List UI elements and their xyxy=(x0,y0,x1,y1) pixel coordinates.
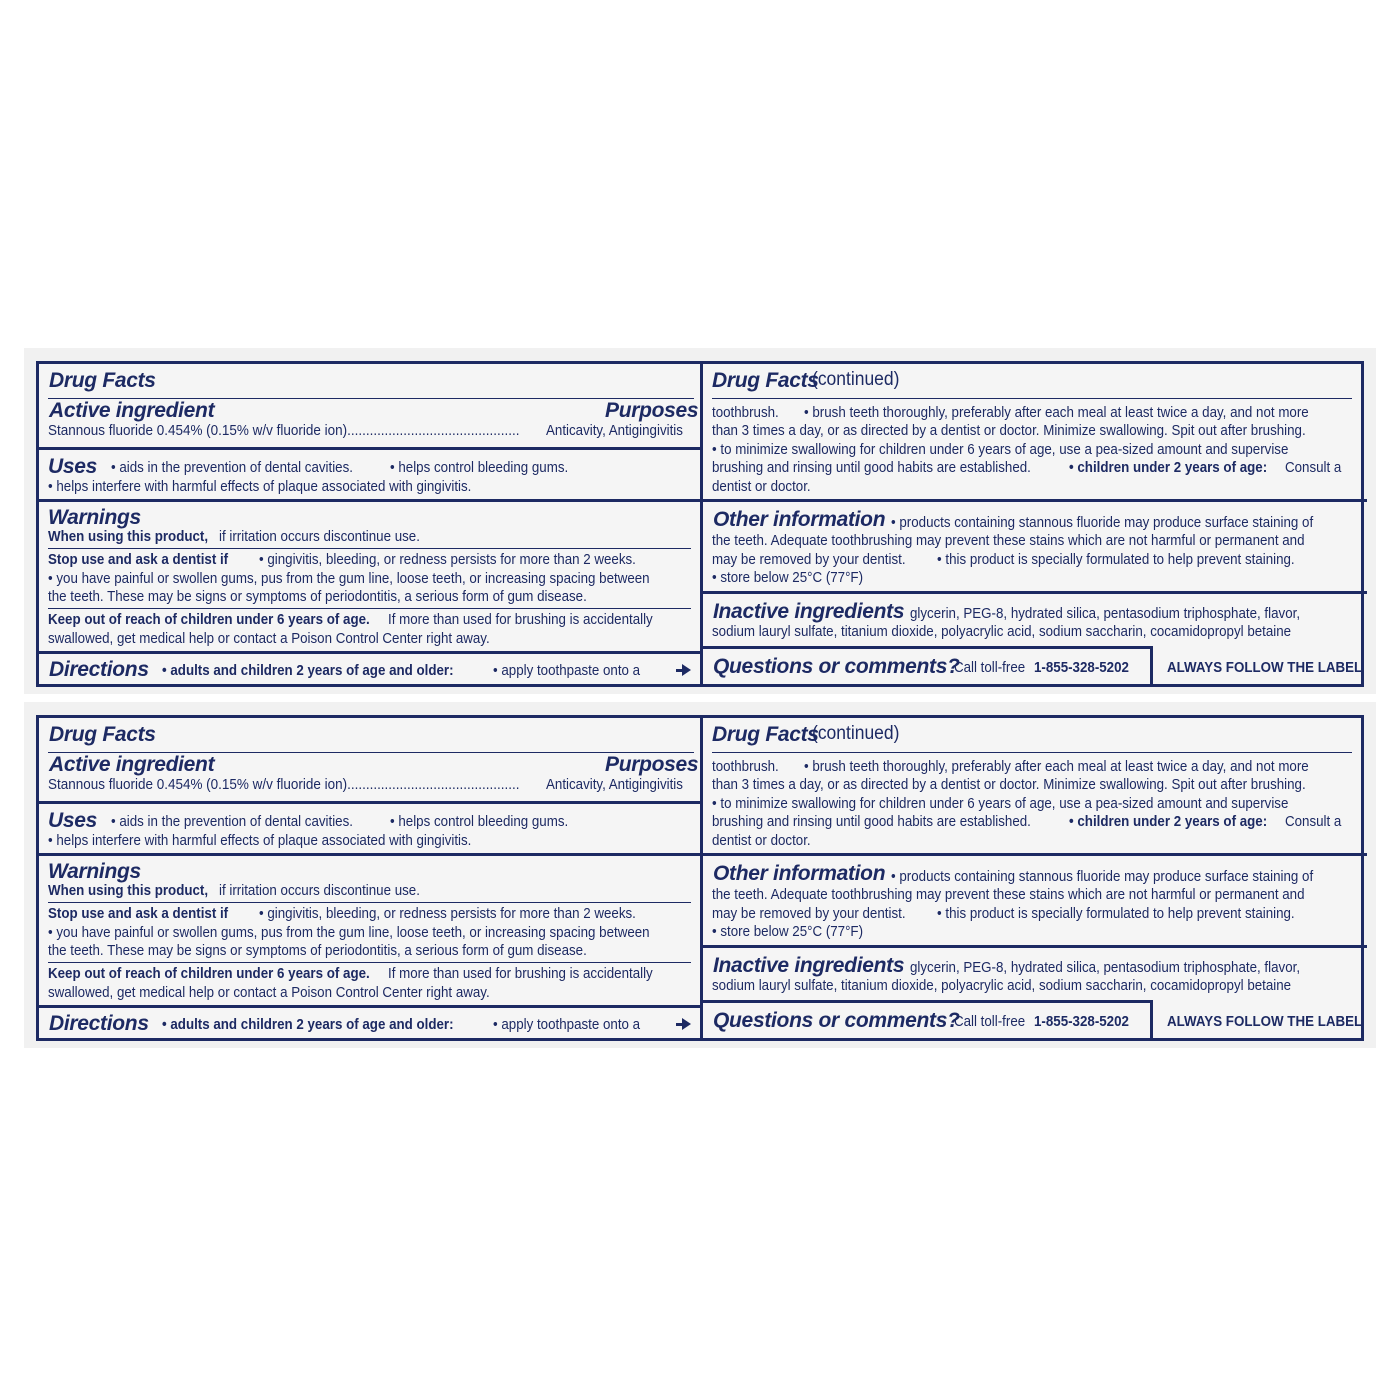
drug-facts-panel-2 xyxy=(24,702,1376,1048)
purposes-heading: Purposes xyxy=(605,399,699,422)
directions-text: than 3 times a day, or as directed by a dentist or doctor. Minimize swallowing. Spit out after brushing. xyxy=(712,423,1306,439)
directions-text: dentist or doctor. xyxy=(712,479,811,495)
uses-item: • helps control bleeding gums. xyxy=(390,460,569,476)
active-ingredient-line: Stannous fluoride 0.454% (0.15% w/v fluoride ion).............................................. xyxy=(48,423,520,439)
call-toll-free: Call toll-free xyxy=(954,1014,1026,1030)
continued-suffix: (continued) xyxy=(812,723,900,744)
active-purpose: Anticavity, Antigingivitis xyxy=(546,423,683,439)
continue-arrow-icon xyxy=(682,1018,691,1030)
always-follow-label: ALWAYS FOLLOW THE LABEL xyxy=(1167,660,1363,676)
other-information-text: • store below 25°C (77°F) xyxy=(712,924,864,940)
directions-text: Consult a xyxy=(1285,460,1342,476)
directions-bold: • adults and children 2 years of age and older: xyxy=(162,1017,454,1033)
warnings-rule xyxy=(48,608,691,609)
drug-facts-label xyxy=(36,361,1364,687)
stop-use-item: the teeth. These may be signs or symptoms of periodontitis, a serious form of gum disease. xyxy=(48,589,587,605)
keep-out-bold: Keep out of reach of children under 6 years of age. xyxy=(48,966,370,982)
questions-heading: Questions or comments? xyxy=(713,655,960,678)
directions-text: brushing and rinsing until good habits are established. xyxy=(712,460,1031,476)
phone-number[interactable]: 1-855-328-5202 xyxy=(1034,660,1129,676)
other-information-text: the teeth. Adequate toothbrushing may prevent these stains which are not harmful or permanent and xyxy=(712,533,1305,549)
directions-text: toothbrush. xyxy=(712,405,779,421)
other-information-text: • this product is specially formulated to help prevent staining. xyxy=(937,906,1295,922)
drug-facts-continued-title: Drug Facts xyxy=(712,369,819,392)
section-divider xyxy=(701,853,1367,856)
when-using-text: if irritation occurs discontinue use. xyxy=(219,883,420,899)
children-under-2-bold: • children under 2 years of age: xyxy=(1069,814,1268,830)
directions-text: toothbrush. xyxy=(712,759,779,775)
directions-heading: Directions xyxy=(49,1012,149,1035)
section-divider xyxy=(701,499,1367,502)
uses-item: • aids in the prevention of dental cavities. xyxy=(111,460,353,476)
keep-out-text: swallowed, get medical help or contact a Poison Control Center right away. xyxy=(48,985,490,1001)
inactive-ingredients-text: sodium lauryl sulfate, titanium dioxide, polyacrylic acid, sodium saccharin, cocamidopropyl betaine xyxy=(712,978,1292,994)
stop-use-item: • you have painful or swollen gums, pus from the gum line, loose teeth, or increasing spacing between xyxy=(48,571,650,587)
other-information-text: • products containing stannous fluoride may produce surface staining of xyxy=(891,869,1314,885)
warnings-heading: Warnings xyxy=(48,860,141,883)
directions-text: • apply toothpaste onto a xyxy=(493,1017,641,1033)
warnings-rule xyxy=(48,902,691,903)
inactive-ingredients-text: glycerin, PEG-8, hydrated silica, pentasodium triphosphate, flavor, xyxy=(910,960,1301,976)
directions-text: • to minimize swallowing for children under 6 years of age, use a pea-sized amount and supervise xyxy=(712,442,1289,458)
drug-facts-panel-1 xyxy=(24,348,1376,694)
phone-number[interactable]: 1-855-328-5202 xyxy=(1034,1014,1129,1030)
when-using-bold: When using this product, xyxy=(48,529,209,545)
other-information-heading: Other information xyxy=(713,862,886,885)
purposes-heading: Purposes xyxy=(605,753,699,776)
other-information-text: • store below 25°C (77°F) xyxy=(712,570,864,586)
title-rule xyxy=(712,398,1352,399)
directions-text: dentist or doctor. xyxy=(712,833,811,849)
active-ingredient-heading: Active ingredient xyxy=(49,753,215,776)
keep-out-text: swallowed, get medical help or contact a Poison Control Center right away. xyxy=(48,631,490,647)
directions-heading: Directions xyxy=(49,658,149,681)
stop-use-bold: Stop use and ask a dentist if xyxy=(48,552,229,568)
section-divider xyxy=(701,591,1367,594)
warnings-rule xyxy=(48,962,691,963)
uses-heading: Uses xyxy=(48,455,98,478)
inactive-ingredients-heading: Inactive ingredients xyxy=(713,600,905,623)
when-using-bold: When using this product, xyxy=(48,883,209,899)
stop-use-bold: Stop use and ask a dentist if xyxy=(48,906,229,922)
uses-item: • helps control bleeding gums. xyxy=(390,814,569,830)
keep-out-text: If more than used for brushing is accidentally xyxy=(388,612,653,628)
inactive-ingredients-heading: Inactive ingredients xyxy=(713,954,905,977)
keep-out-text: If more than used for brushing is accidentally xyxy=(388,966,653,982)
uses-item: • helps interfere with harmful effects of plaque associated with gingivitis. xyxy=(48,479,472,495)
stop-use-item: • you have painful or swollen gums, pus from the gum line, loose teeth, or increasing spacing between xyxy=(48,925,650,941)
inactive-ingredients-text: sodium lauryl sulfate, titanium dioxide, polyacrylic acid, sodium saccharin, cocamidopropyl betaine xyxy=(712,624,1292,640)
other-information-text: • this product is specially formulated to help prevent staining. xyxy=(937,552,1295,568)
stop-use-item: • gingivitis, bleeding, or redness persists for more than 2 weeks. xyxy=(259,906,636,922)
uses-heading: Uses xyxy=(48,809,98,832)
directions-text: • brush teeth thoroughly, preferably after each meal at least twice a day, and not more xyxy=(804,759,1309,775)
directions-text: than 3 times a day, or as directed by a dentist or doctor. Minimize swallowing. Spit out after brushing. xyxy=(712,777,1306,793)
uses-item: • helps interfere with harmful effects of plaque associated with gingivitis. xyxy=(48,833,472,849)
continue-arrow-icon xyxy=(682,664,691,676)
uses-item: • aids in the prevention of dental cavities. xyxy=(111,814,353,830)
active-purpose: Anticavity, Antigingivitis xyxy=(546,777,683,793)
warnings-rule xyxy=(48,548,691,549)
directions-text: • to minimize swallowing for children under 6 years of age, use a pea-sized amount and supervise xyxy=(712,796,1289,812)
warnings-heading: Warnings xyxy=(48,506,141,529)
inactive-ingredients-text: glycerin, PEG-8, hydrated silica, pentasodium triphosphate, flavor, xyxy=(910,606,1301,622)
directions-text: • apply toothpaste onto a xyxy=(493,663,641,679)
active-ingredient-line: Stannous fluoride 0.454% (0.15% w/v fluoride ion).............................................. xyxy=(48,777,520,793)
keep-out-bold: Keep out of reach of children under 6 years of age. xyxy=(48,612,370,628)
section-divider xyxy=(39,651,701,654)
stop-use-item: • gingivitis, bleeding, or redness persists for more than 2 weeks. xyxy=(259,552,636,568)
other-information-text: • products containing stannous fluoride may produce surface staining of xyxy=(891,515,1314,531)
drug-facts-label xyxy=(36,715,1364,1041)
section-divider xyxy=(39,853,701,856)
stop-use-item: the teeth. These may be signs or symptoms of periodontitis, a serious form of gum disease. xyxy=(48,943,587,959)
drug-facts-title: Drug Facts xyxy=(49,369,156,392)
continued-suffix: (continued) xyxy=(812,369,900,390)
always-follow-label: ALWAYS FOLLOW THE LABEL xyxy=(1167,1014,1363,1030)
drug-facts-continued-title: Drug Facts xyxy=(712,723,819,746)
title-rule xyxy=(712,752,1352,753)
other-information-text: the teeth. Adequate toothbrushing may prevent these stains which are not harmful or permanent and xyxy=(712,887,1305,903)
other-information-text: may be removed by your dentist. xyxy=(712,906,906,922)
directions-text: brushing and rinsing until good habits are established. xyxy=(712,814,1031,830)
directions-text: Consult a xyxy=(1285,814,1342,830)
active-ingredient-heading: Active ingredient xyxy=(49,399,215,422)
section-divider xyxy=(39,447,701,450)
questions-heading: Questions or comments? xyxy=(713,1009,960,1032)
section-divider xyxy=(39,1005,701,1008)
section-divider xyxy=(39,801,701,804)
column-divider xyxy=(700,364,703,684)
directions-bold: • adults and children 2 years of age and older: xyxy=(162,663,454,679)
section-divider xyxy=(39,499,701,502)
when-using-text: if irritation occurs discontinue use. xyxy=(219,529,420,545)
section-divider xyxy=(701,945,1367,948)
children-under-2-bold: • children under 2 years of age: xyxy=(1069,460,1268,476)
other-information-text: may be removed by your dentist. xyxy=(712,552,906,568)
directions-text: • brush teeth thoroughly, preferably after each meal at least twice a day, and not more xyxy=(804,405,1309,421)
drug-facts-title: Drug Facts xyxy=(49,723,156,746)
other-information-heading: Other information xyxy=(713,508,886,531)
column-divider xyxy=(700,718,703,1038)
call-toll-free: Call toll-free xyxy=(954,660,1026,676)
